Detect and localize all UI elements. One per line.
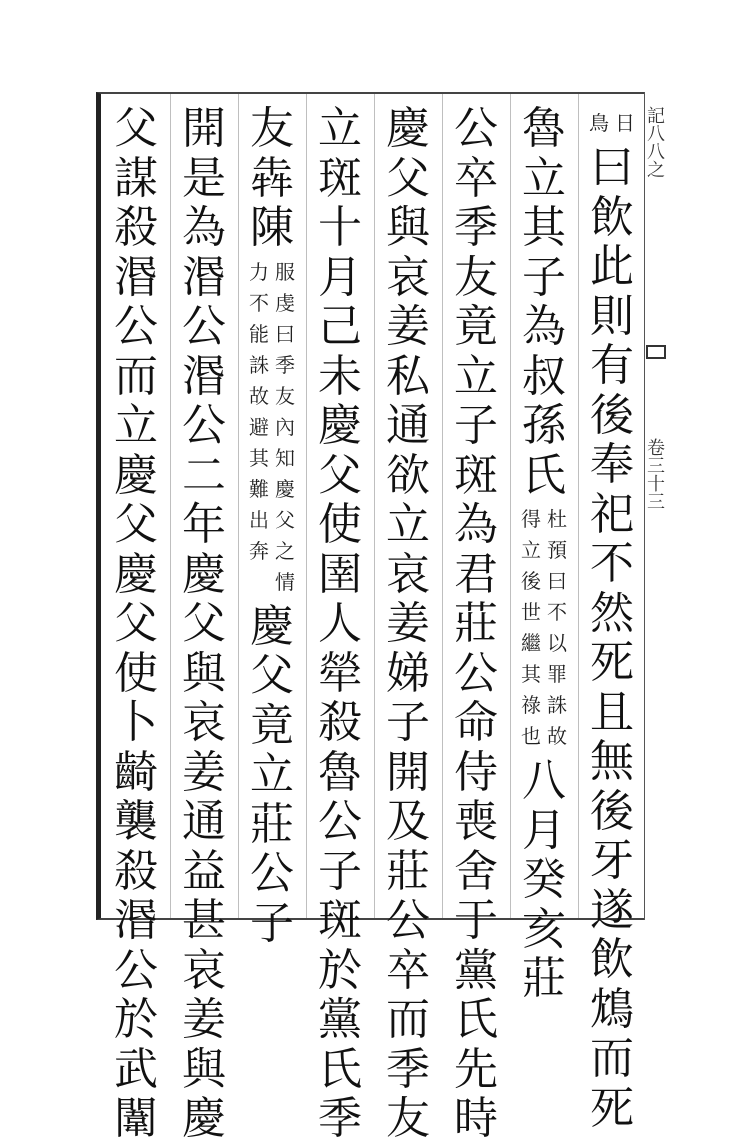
annotation-char: 情 [275, 569, 295, 594]
main-char: 曰 [590, 142, 634, 193]
main-char: 有 [590, 340, 634, 391]
annotation-note [248, 257, 296, 598]
main-char: 卒 [386, 944, 430, 996]
main-char: 月 [522, 804, 566, 856]
annotation-char: 曰 [275, 321, 295, 346]
main-char: 武 [114, 1043, 158, 1095]
main-char: 人 [318, 598, 362, 649]
main-char: 甚 [182, 895, 226, 946]
main-char: 竟 [454, 301, 498, 352]
main-char: 其 [522, 202, 566, 253]
main-char: 父 [114, 499, 158, 550]
main-char: 湣 [114, 895, 158, 946]
main-char: 哀 [386, 548, 430, 600]
main-char: 於 [114, 994, 158, 1045]
main-char: 子 [250, 897, 294, 949]
main-char: 欲 [386, 449, 430, 501]
main-char: 飲 [590, 191, 634, 243]
main-char: 益 [182, 845, 226, 897]
main-char: 於 [318, 944, 362, 996]
annotation-char: 以 [547, 631, 567, 655]
main-char: 後 [590, 389, 634, 441]
main-char: 慶 [250, 600, 294, 652]
edge-char: 卷 [647, 438, 665, 459]
column-rule [170, 94, 171, 918]
main-char: 哀 [182, 697, 226, 748]
main-char: 齮 [114, 746, 158, 798]
annotation-char: 避 [249, 414, 269, 439]
column-rule [578, 94, 579, 918]
annotation-char: 繼 [521, 631, 541, 655]
main-char: 姜 [182, 994, 226, 1045]
main-char: 黨 [318, 994, 362, 1045]
annotation-char: 季 [275, 352, 295, 377]
edge-char: 記 [647, 106, 665, 127]
main-char: 侍 [454, 746, 498, 798]
annotation-char: 杜 [547, 507, 567, 531]
annotation-line [248, 257, 270, 598]
main-char: 子 [386, 697, 430, 748]
annotation-line [546, 504, 568, 752]
main-char: 子 [454, 400, 498, 451]
annotation-char: 也 [521, 724, 541, 748]
column-rule [238, 94, 239, 918]
main-char: 癸 [522, 854, 566, 905]
main-char: 牙 [590, 835, 634, 886]
main-char: 與 [386, 202, 430, 253]
main-char: 闈 [114, 1093, 158, 1144]
main-char: 而 [114, 350, 158, 402]
text-column [380, 104, 436, 1144]
main-char: 遂 [590, 884, 634, 936]
column-rule [510, 94, 511, 918]
annotation-char: 不 [249, 290, 269, 315]
main-char: 竟 [250, 699, 294, 751]
main-char: 與 [182, 1043, 226, 1095]
main-char: 為 [454, 499, 498, 550]
main-char: 八 [522, 755, 566, 806]
main-char: 祀 [590, 488, 634, 540]
main-char: 舍 [454, 845, 498, 897]
annotation-char: 後 [521, 569, 541, 593]
main-char: 是 [182, 152, 226, 204]
main-char: 殺 [114, 845, 158, 897]
main-char: 慶 [114, 548, 158, 600]
annotation-char: 預 [547, 538, 567, 562]
main-char: 父 [386, 152, 430, 204]
main-char: 為 [522, 301, 566, 352]
main-char: 立 [454, 350, 498, 402]
main-char: 父 [318, 449, 362, 501]
annotation-char: 世 [521, 600, 541, 624]
main-char: 湣 [182, 350, 226, 402]
text-column [244, 104, 300, 948]
annotation-char: 服 [275, 259, 295, 284]
annotation-char: 祿 [521, 693, 541, 717]
edge-char: 十 [647, 474, 665, 495]
main-char: 殺 [114, 202, 158, 253]
main-char: 慶 [318, 400, 362, 451]
main-char: 謀 [114, 152, 158, 204]
main-char: 公 [182, 400, 226, 451]
annotation-note [588, 108, 636, 139]
main-char: 哀 [182, 944, 226, 996]
main-char: 君 [454, 548, 498, 600]
main-char: 且 [590, 686, 634, 738]
main-char: 飲 [590, 934, 634, 985]
edge-char: 三 [647, 492, 665, 513]
edge-char: 八 [647, 124, 665, 145]
main-char: 為 [182, 202, 226, 253]
annotation-char: 罪 [547, 662, 567, 686]
main-char: 友 [386, 1093, 430, 1144]
edge-char: 三 [647, 456, 665, 477]
main-char: 先 [454, 1043, 498, 1095]
main-char: 氏 [454, 994, 498, 1045]
main-char: 公 [114, 301, 158, 352]
main-char: 則 [590, 290, 634, 342]
annotation-char: 之 [275, 538, 295, 563]
main-char: 友 [454, 251, 498, 303]
main-char: 無 [590, 736, 634, 787]
main-char: 陳 [250, 202, 294, 253]
main-char: 月 [318, 251, 362, 303]
main-char: 父 [250, 650, 294, 701]
main-char: 然 [590, 587, 634, 639]
main-char: 慶 [386, 103, 430, 154]
main-char: 公 [454, 647, 498, 699]
annotation-char: 能 [249, 321, 269, 346]
text-column [312, 104, 368, 1144]
annotation-char: 其 [521, 662, 541, 686]
text-column [516, 104, 572, 1004]
main-char: 鴆 [590, 983, 634, 1035]
main-char: 莊 [454, 598, 498, 649]
main-char: 湣 [182, 251, 226, 303]
text-column [584, 104, 640, 1133]
main-char: 孫 [522, 400, 566, 451]
main-char: 而 [590, 1033, 634, 1084]
main-char: 友 [250, 103, 294, 154]
annotation-char: 父 [275, 507, 295, 532]
main-char: 娣 [386, 647, 430, 699]
main-char: 立 [522, 152, 566, 204]
main-char: 慶 [182, 1093, 226, 1144]
main-char: 公 [250, 848, 294, 899]
main-char: 死 [590, 637, 634, 688]
annotation-char: 奔 [249, 538, 269, 563]
annotation-note [520, 504, 568, 752]
main-char: 慶 [182, 548, 226, 600]
main-char: 而 [386, 994, 430, 1045]
annotation-char: 難 [249, 476, 269, 501]
main-char: 于 [454, 895, 498, 946]
main-char: 季 [318, 1093, 362, 1144]
main-char: 命 [454, 697, 498, 748]
main-char: 父 [182, 598, 226, 649]
annotation-char: 得 [521, 507, 541, 531]
annotation-char: 內 [275, 414, 295, 439]
main-char: 犖 [318, 647, 362, 699]
main-char: 圉 [318, 548, 362, 600]
main-char: 己 [318, 301, 362, 352]
annotation-char: 日 [615, 111, 635, 135]
main-char: 父 [114, 103, 158, 154]
main-char: 斑 [318, 895, 362, 946]
main-char: 使 [318, 499, 362, 550]
annotation-char: 立 [521, 538, 541, 562]
fish-tail-mark [646, 345, 666, 359]
annotation-char: 故 [249, 383, 269, 408]
annotation-line [588, 108, 610, 139]
annotation-char: 虔 [275, 290, 295, 315]
annotation-char: 友 [275, 383, 295, 408]
column-rule [374, 94, 375, 918]
main-char: 二 [182, 449, 226, 501]
main-char: 立 [318, 103, 362, 154]
main-char: 及 [386, 796, 430, 847]
main-char: 開 [386, 746, 430, 798]
main-char: 奉 [590, 439, 634, 490]
main-char: 莊 [386, 845, 430, 897]
main-char: 立 [386, 499, 430, 550]
main-char: 莊 [250, 798, 294, 850]
column-rule [306, 94, 307, 918]
main-char: 公 [386, 895, 430, 946]
annotation-char: 鳥 [589, 111, 609, 135]
main-char: 通 [182, 796, 226, 847]
main-char: 湣 [114, 251, 158, 303]
main-char: 使 [114, 647, 158, 699]
main-char: 年 [182, 499, 226, 550]
main-char: 私 [386, 350, 430, 402]
main-char: 斑 [318, 152, 362, 204]
annotation-char: 誅 [547, 693, 567, 717]
annotation-char: 其 [249, 445, 269, 470]
annotation-char: 不 [547, 600, 567, 624]
main-char: 卒 [454, 152, 498, 204]
annotation-char: 故 [547, 724, 567, 748]
main-char: 魯 [318, 746, 362, 798]
main-char: 不 [590, 538, 634, 589]
main-char: 時 [454, 1093, 498, 1144]
main-char: 哀 [386, 251, 430, 303]
annotation-char: 力 [249, 259, 269, 284]
main-char: 公 [454, 103, 498, 154]
main-char: 慶 [114, 449, 158, 501]
main-char: 季 [454, 202, 498, 253]
main-char: 莊 [522, 953, 566, 1004]
main-char: 公 [114, 944, 158, 996]
main-char: 亥 [522, 903, 566, 955]
main-char: 氏 [318, 1043, 362, 1095]
main-char: 死 [590, 1082, 634, 1134]
main-char: 氏 [522, 449, 566, 501]
main-char: 季 [386, 1043, 430, 1095]
main-char: 叔 [522, 350, 566, 402]
main-char: 魯 [522, 103, 566, 154]
annotation-char: 誅 [249, 352, 269, 377]
main-char: 子 [318, 845, 362, 897]
main-char: 立 [250, 749, 294, 800]
main-char: 與 [182, 647, 226, 699]
main-char: 卜 [114, 697, 158, 748]
main-char: 公 [182, 301, 226, 352]
main-char: 姜 [182, 746, 226, 798]
main-char: 黨 [454, 944, 498, 996]
main-char: 未 [318, 350, 362, 402]
main-char: 通 [386, 400, 430, 451]
main-char: 開 [182, 103, 226, 154]
annotation-char: 知 [275, 445, 295, 470]
text-column [448, 104, 504, 1144]
annotation-char: 慶 [275, 476, 295, 501]
text-column [108, 104, 164, 1144]
annotation-char: 出 [249, 507, 269, 532]
edge-char: 之 [647, 160, 665, 181]
main-char: 此 [590, 241, 634, 292]
column-rule [442, 94, 443, 918]
main-char: 斑 [454, 449, 498, 501]
main-char: 喪 [454, 796, 498, 847]
main-char: 父 [114, 598, 158, 649]
main-char: 犇 [250, 152, 294, 204]
main-char: 公 [318, 796, 362, 847]
main-char: 襲 [114, 796, 158, 847]
main-char: 姜 [386, 301, 430, 352]
text-column [176, 104, 232, 1144]
annotation-line [274, 257, 296, 598]
center-fold-line [644, 92, 645, 920]
main-char: 十 [318, 202, 362, 253]
fore-edge-volume-label [646, 440, 666, 512]
edge-char: 八 [647, 142, 665, 163]
main-char: 子 [522, 251, 566, 303]
annotation-line [614, 108, 636, 139]
main-char: 姜 [386, 598, 430, 649]
main-char: 殺 [318, 697, 362, 748]
annotation-char: 曰 [547, 569, 567, 593]
main-char: 立 [114, 400, 158, 451]
annotation-line [520, 504, 542, 752]
fore-edge-top-text [646, 108, 666, 180]
main-char: 後 [590, 785, 634, 837]
